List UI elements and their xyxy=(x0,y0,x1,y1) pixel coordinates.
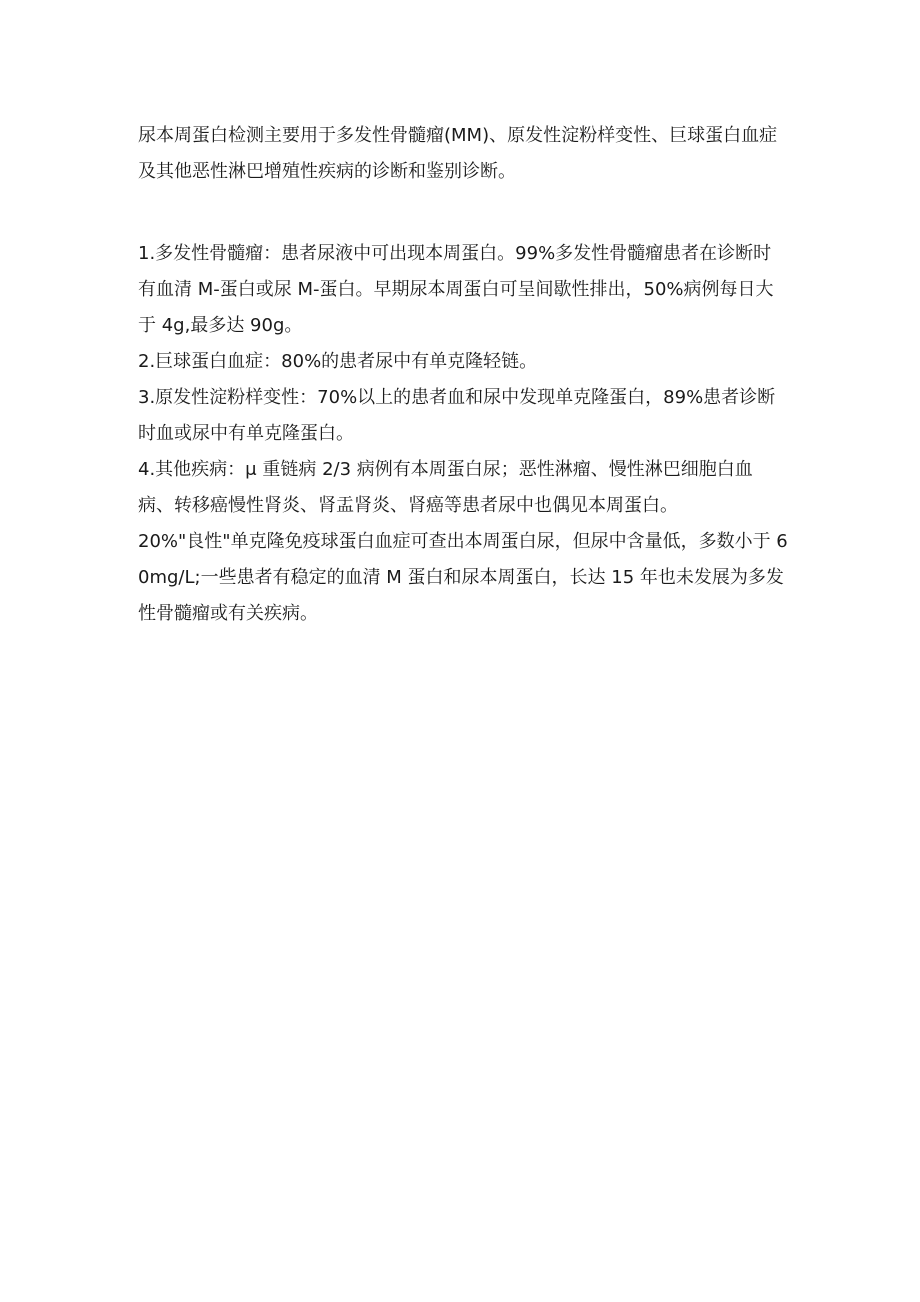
item-macroglobulinemia: 2.巨球蛋白血症：80%的患者尿中有单克隆轻链。 xyxy=(138,351,538,372)
intro-paragraph: 尿本周蛋白检测主要用于多发性骨髓瘤(MM)、原发性淀粉样变性、巨球蛋白血症及其他恶性淋巴增殖性疾病的诊断和鉴别诊断。 xyxy=(138,125,778,182)
item-other-diseases: 4.其他疾病：μ 重链病 2/3 病例有本周蛋白尿；恶性淋瘤、慢性淋巴细胞白血病、转移癌慢性肾炎、肾盂肾炎、肾癌等患者尿中也偶见本周蛋白。 xyxy=(138,459,753,516)
document-body xyxy=(138,118,788,632)
item-multiple-myeloma: 1.多发性骨髓瘤：患者尿液中可出现本周蛋白。99%多发性骨髓瘤患者在诊断时有血清 M-蛋白或尿 M-蛋白。早期尿本周蛋白可呈间歇性排出，50%病例每日大于 4g,最多达 90g。 xyxy=(138,243,774,336)
paragraph-gap xyxy=(138,190,788,236)
item-amyloidosis: 3.原发性淀粉样变性：70%以上的患者血和尿中发现单克隆蛋白，89%患者诊断时血或尿中有单克隆蛋白。 xyxy=(138,387,776,444)
item-benign-gammopathy: 20%"良性"单克隆免疫球蛋白血症可查出本周蛋白尿，但尿中含量低，多数小于 60mg/L;一些患者有稳定的血清 M 蛋白和尿本周蛋白，长达 15 年也未发展为多发性骨髓瘤或有关疾病。 xyxy=(138,531,788,624)
